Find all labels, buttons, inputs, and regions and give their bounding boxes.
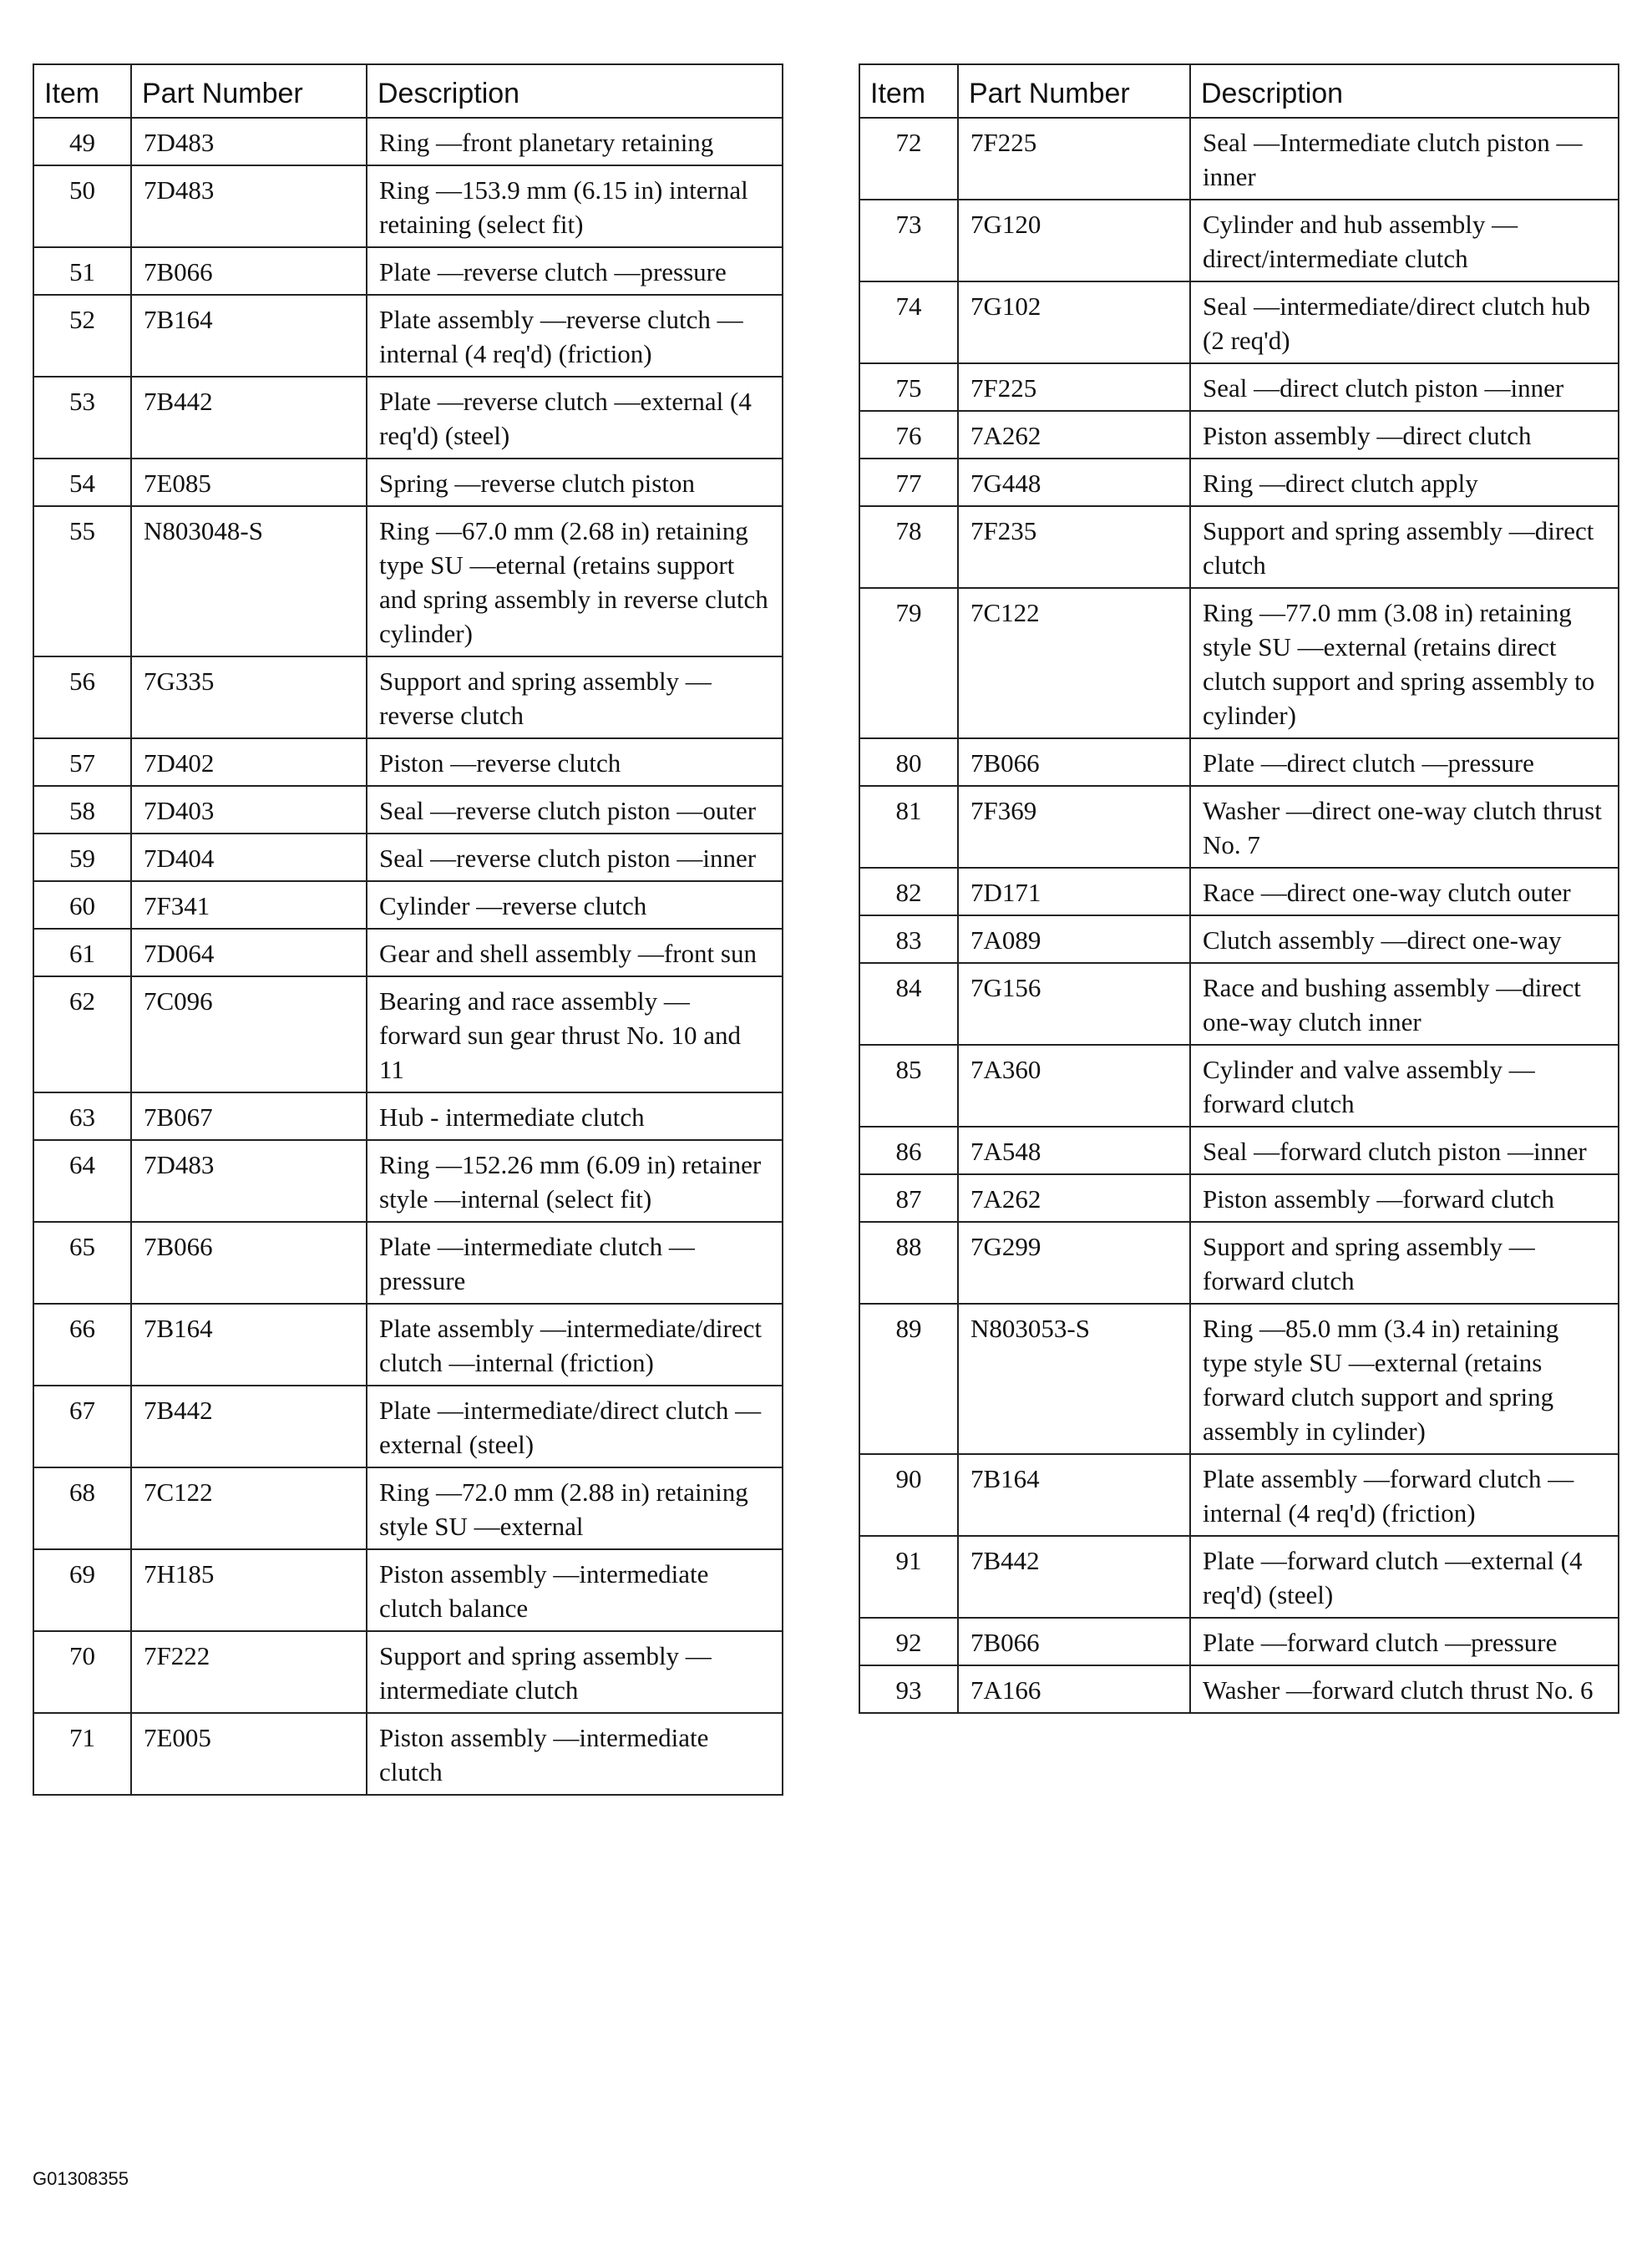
description-cell: Piston —reverse clutch [367,738,783,786]
table-row [33,1092,783,1140]
item-cell: 70 [33,1631,131,1713]
description-cell: Washer —direct one-way clutch thrust No. 7 [1190,786,1619,868]
description-cell: Plate —reverse clutch —external (4 req'd) (steel) [367,377,783,459]
description-cell: Support and spring assembly —forward clutch [1190,1222,1619,1304]
part-number-cell: 7B164 [131,1304,367,1386]
table-body-left [33,118,783,1795]
table-row [33,786,783,834]
table-header-row [859,64,1619,118]
part-number-cell: 7F225 [958,363,1190,411]
item-cell: 58 [33,786,131,834]
table-row [859,281,1619,363]
part-number-cell: 7A262 [958,411,1190,459]
table-row [33,1222,783,1304]
part-number-cell: 7B066 [131,1222,367,1304]
item-cell: 54 [33,459,131,506]
header-item: Item [859,64,958,118]
item-cell: 65 [33,1222,131,1304]
table-row [33,1713,783,1795]
part-number-cell: 7C122 [131,1467,367,1549]
item-cell: 52 [33,295,131,377]
part-number-cell: 7G120 [958,200,1190,281]
header-part-number: Part Number [958,64,1190,118]
header-part-number: Part Number [131,64,367,118]
description-cell: Piston assembly —forward clutch [1190,1174,1619,1222]
table-row [33,1549,783,1631]
part-number-cell: 7F222 [131,1631,367,1713]
item-cell: 49 [33,118,131,165]
description-cell: Plate —direct clutch —pressure [1190,738,1619,786]
description-cell: Seal —reverse clutch piston —inner [367,834,783,881]
part-number-cell: 7B442 [958,1536,1190,1618]
table-row [859,363,1619,411]
table-row [33,506,783,656]
item-cell: 62 [33,976,131,1092]
table-row [859,1454,1619,1536]
description-cell: Plate assembly —reverse clutch —internal (4 req'd) (friction) [367,295,783,377]
part-number-cell: 7D404 [131,834,367,881]
table-row [33,377,783,459]
table-row [859,459,1619,506]
description-cell: Spring —reverse clutch piston [367,459,783,506]
table-row [859,1618,1619,1665]
table-header-row [33,64,783,118]
item-cell: 57 [33,738,131,786]
item-cell: 51 [33,247,131,295]
table-row [859,1304,1619,1454]
description-cell: Ring —85.0 mm (3.4 in) retaining type style SU —external (retains forward clutch support and spring assembly in cylinder) [1190,1304,1619,1454]
item-cell: 53 [33,377,131,459]
table-row [33,738,783,786]
table-row [33,295,783,377]
description-cell: Plate —intermediate clutch —pressure [367,1222,783,1304]
table-row [859,118,1619,200]
description-cell: Washer —forward clutch thrust No. 6 [1190,1665,1619,1713]
table-row [33,834,783,881]
part-number-cell: 7E005 [131,1713,367,1795]
part-number-cell: 7B164 [958,1454,1190,1536]
description-cell: Plate —intermediate/direct clutch —external (steel) [367,1386,783,1467]
description-cell: Cylinder —reverse clutch [367,881,783,929]
item-cell: 75 [859,363,958,411]
part-number-cell: 7D483 [131,1140,367,1222]
item-cell: 73 [859,200,958,281]
item-cell: 80 [859,738,958,786]
description-cell: Piston assembly —intermediate clutch balance [367,1549,783,1631]
part-number-cell: 7A360 [958,1045,1190,1127]
part-number-cell: 7D402 [131,738,367,786]
item-cell: 90 [859,1454,958,1536]
description-cell: Cylinder and valve assembly —forward clutch [1190,1045,1619,1127]
table-row [859,738,1619,786]
part-number-cell: 7G335 [131,656,367,738]
description-cell: Piston assembly —intermediate clutch [367,1713,783,1795]
description-cell: Ring —77.0 mm (3.08 in) retaining style SU —external (retains direct clutch support and spring assembly to cylinder) [1190,588,1619,738]
item-cell: 56 [33,656,131,738]
description-cell: Clutch assembly —direct one-way [1190,915,1619,963]
item-cell: 60 [33,881,131,929]
table-row [33,118,783,165]
part-number-cell: 7G448 [958,459,1190,506]
description-cell: Race and bushing assembly —direct one-way clutch inner [1190,963,1619,1045]
description-cell: Plate assembly —forward clutch —internal (4 req'd) (friction) [1190,1454,1619,1536]
table-row [859,200,1619,281]
description-cell: Ring —direct clutch apply [1190,459,1619,506]
description-cell: Ring —72.0 mm (2.88 in) retaining style SU —external [367,1467,783,1549]
description-cell: Ring —152.26 mm (6.09 in) retainer style —internal (select fit) [367,1140,783,1222]
part-number-cell: 7B066 [958,738,1190,786]
description-cell: Race —direct one-way clutch outer [1190,868,1619,915]
description-cell: Seal —intermediate/direct clutch hub (2 req'd) [1190,281,1619,363]
part-number-cell: 7H185 [131,1549,367,1631]
description-cell: Seal —reverse clutch piston —outer [367,786,783,834]
item-cell: 77 [859,459,958,506]
header-description: Description [1190,64,1619,118]
item-cell: 83 [859,915,958,963]
part-number-cell: 7F369 [958,786,1190,868]
description-cell: Gear and shell assembly —front sun [367,929,783,976]
part-number-cell: 7A548 [958,1127,1190,1174]
item-cell: 50 [33,165,131,247]
description-cell: Plate —forward clutch —pressure [1190,1618,1619,1665]
description-cell: Plate —reverse clutch —pressure [367,247,783,295]
figure-id: G01308355 [33,2168,129,2189]
table-row [859,915,1619,963]
description-cell: Cylinder and hub assembly —direct/intermediate clutch [1190,200,1619,281]
header-description: Description [367,64,783,118]
part-number-cell: 7B067 [131,1092,367,1140]
description-cell: Support and spring assembly —direct clutch [1190,506,1619,588]
item-cell: 67 [33,1386,131,1467]
part-number-cell: 7B164 [131,295,367,377]
description-cell: Seal —forward clutch piston —inner [1190,1127,1619,1174]
table-row [859,1222,1619,1304]
table-row [33,881,783,929]
part-number-cell: 7A262 [958,1174,1190,1222]
item-cell: 59 [33,834,131,881]
part-number-cell: 7E085 [131,459,367,506]
parts-table-right [859,63,1619,1714]
item-cell: 92 [859,1618,958,1665]
part-number-cell: 7A089 [958,915,1190,963]
part-number-cell: 7A166 [958,1665,1190,1713]
description-cell: Ring —153.9 mm (6.15 in) internal retaining (select fit) [367,165,783,247]
table-row [859,588,1619,738]
part-number-cell: 7G102 [958,281,1190,363]
table-row [859,1536,1619,1618]
item-cell: 88 [859,1222,958,1304]
table-row [33,656,783,738]
description-cell: Seal —direct clutch piston —inner [1190,363,1619,411]
table-row [33,1467,783,1549]
part-number-cell: 7C096 [131,976,367,1092]
item-cell: 91 [859,1536,958,1618]
item-cell: 86 [859,1127,958,1174]
table-row [33,165,783,247]
description-cell: Support and spring assembly —intermediate clutch [367,1631,783,1713]
item-cell: 69 [33,1549,131,1631]
table-body-right [859,118,1619,1713]
table-row [33,1386,783,1467]
part-number-cell: 7D483 [131,165,367,247]
item-cell: 64 [33,1140,131,1222]
table-row [33,247,783,295]
part-number-cell: 7G156 [958,963,1190,1045]
description-cell: Support and spring assembly —reverse clutch [367,656,783,738]
table-row [859,1127,1619,1174]
part-number-cell: 7D064 [131,929,367,976]
description-cell: Ring —front planetary retaining [367,118,783,165]
table-row [859,1045,1619,1127]
item-cell: 71 [33,1713,131,1795]
item-cell: 72 [859,118,958,200]
table-row [33,976,783,1092]
description-cell: Seal —Intermediate clutch piston —inner [1190,118,1619,200]
part-number-cell: 7F235 [958,506,1190,588]
part-number-cell: 7B066 [958,1618,1190,1665]
part-number-cell: 7D403 [131,786,367,834]
description-cell: Plate —forward clutch —external (4 req'd) (steel) [1190,1536,1619,1618]
item-cell: 82 [859,868,958,915]
table-row [859,868,1619,915]
table-row [859,963,1619,1045]
table-row [33,459,783,506]
description-cell: Ring —67.0 mm (2.68 in) retaining type SU —eternal (retains support and spring assembly in reverse clutch cylinder) [367,506,783,656]
item-cell: 68 [33,1467,131,1549]
item-cell: 74 [859,281,958,363]
table-row [33,1140,783,1222]
table-row [859,1665,1619,1713]
item-cell: 93 [859,1665,958,1713]
table-row [33,1631,783,1713]
part-number-cell: 7D171 [958,868,1190,915]
item-cell: 63 [33,1092,131,1140]
part-number-cell: 7B066 [131,247,367,295]
item-cell: 76 [859,411,958,459]
item-cell: 61 [33,929,131,976]
table-row [859,1174,1619,1222]
table-row [859,786,1619,868]
item-cell: 87 [859,1174,958,1222]
item-cell: 81 [859,786,958,868]
part-number-cell: N803053-S [958,1304,1190,1454]
header-item: Item [33,64,131,118]
item-cell: 55 [33,506,131,656]
part-number-cell: N803048-S [131,506,367,656]
table-row [859,506,1619,588]
part-number-cell: 7F341 [131,881,367,929]
parts-table-left [33,63,783,1796]
description-cell: Piston assembly —direct clutch [1190,411,1619,459]
table-row [33,1304,783,1386]
part-number-cell: 7B442 [131,377,367,459]
item-cell: 78 [859,506,958,588]
item-cell: 66 [33,1304,131,1386]
item-cell: 84 [859,963,958,1045]
item-cell: 89 [859,1304,958,1454]
description-cell: Hub - intermediate clutch [367,1092,783,1140]
item-cell: 79 [859,588,958,738]
part-number-cell: 7G299 [958,1222,1190,1304]
item-cell: 85 [859,1045,958,1127]
part-number-cell: 7B442 [131,1386,367,1467]
part-number-cell: 7D483 [131,118,367,165]
table-row [859,411,1619,459]
table-row [33,929,783,976]
description-cell: Bearing and race assembly —forward sun gear thrust No. 10 and 11 [367,976,783,1092]
description-cell: Plate assembly —intermediate/direct clutch —internal (friction) [367,1304,783,1386]
part-number-cell: 7C122 [958,588,1190,738]
part-number-cell: 7F225 [958,118,1190,200]
